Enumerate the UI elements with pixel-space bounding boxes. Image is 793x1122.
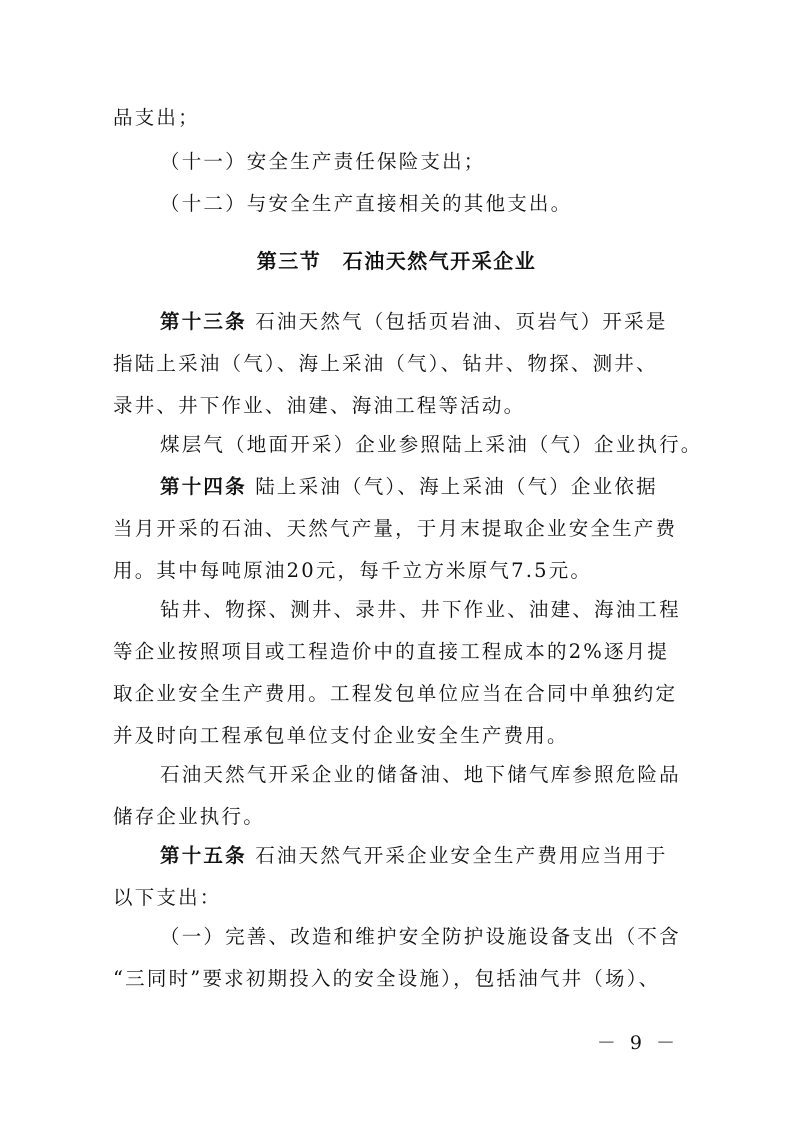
coalbed-methane-paragraph: 煤层气（地面开采）企业参照陆上采油（气）企业执行。 [160,433,703,456]
text-line: 储存企业执行。 [113,805,265,828]
article-15-label: 第十五条 [160,844,247,867]
list-item-1: （一）完善、改造和维护安全防护设施设备支出（不含 [160,925,681,948]
article-15-text: 石油天然气开采企业安全生产费用应当用于 [255,844,668,867]
article-15-first-line [160,841,730,871]
text-line: 品支出； [113,106,200,129]
text-line: 取企业安全生产费用。工程发包单位应当在合同中单独约定 [113,682,678,705]
text-line: “三同时”要求初期投入的安全设施），包括油气井（场）、 [113,967,661,990]
list-item-12: （十二）与安全生产直接相关的其他支出。 [160,192,573,215]
text-line: 以下支出： [113,886,222,909]
text-line: 石油天然气开采企业的储备油、地下储气库参照危险品 [160,763,681,786]
text-line: 等企业按照项目或工程造价中的直接工程成本的2%逐月提 [113,640,670,663]
text-line: 指陆上采油（气）、海上采油（气）、钻井、物探、测井、 [113,352,658,375]
text-line: 录井、井下作业、油建、海油工程等活动。 [113,394,526,417]
article-13-label: 第十三条 [160,310,247,333]
article-14-first-line [160,472,730,502]
text-line: 当月开采的石油、天然气产量，于月末提取企业安全生产费 [113,517,678,540]
article-14-label: 第十四条 [160,475,247,498]
text-line: 并及时向工程承包单位支付企业安全生产费用。 [113,724,569,747]
article-13-first-line [160,307,730,337]
text-line: 钻井、物探、测井、录井、井下作业、油建、海油工程 [160,598,681,621]
article-14-text: 陆上采油（气）、海上采油（气）企业依据 [255,475,658,498]
article-13-text: 石油天然气（包括页岩油、页岩气）开采是 [255,310,668,333]
page-number: － 9 － [596,1032,679,1054]
list-item-11: （十一）安全生产责任保险支出； [160,150,486,173]
text-line: 用。其中每吨原油20元，每千立方米原气7.5元。 [113,559,593,582]
section-heading: 第三节 石油天然气开采企业 [256,249,537,273]
